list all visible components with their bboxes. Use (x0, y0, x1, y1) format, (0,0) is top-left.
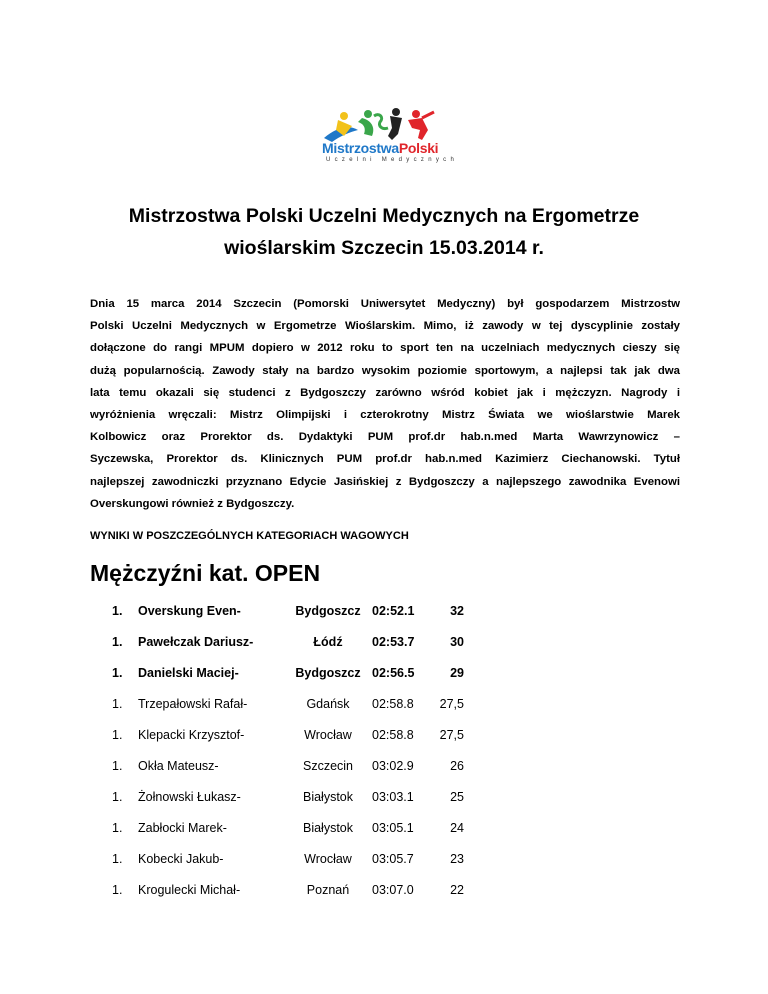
result-time: 03:05.1 (372, 821, 414, 835)
result-points: 27,5 (439, 728, 464, 742)
result-name: Krogulecki Michał- (138, 883, 241, 897)
intro-line: najlepszej zawodniczki przyznano Edycie Jasińskiej z Bydgoszczy a najlepszego zawodnika Evenowi (90, 475, 680, 488)
result-time: 02:56.5 (372, 666, 415, 680)
intro-line: dołączone do rangi MPUM dopiero w 2012 roku to sport ten na uczelniach medycznych cieszy się (90, 342, 680, 355)
result-row (0, 728, 768, 748)
result-time: 03:02.9 (372, 759, 414, 773)
result-number: 1. (112, 728, 123, 742)
result-row (0, 635, 768, 655)
category-title: Mężczyźni kat. OPEN (90, 560, 321, 586)
intro-line: lata temu okazali się studenci z Bydgoszczy zarówno wśród kobiet jak i mężczyzn. Nagrody i (90, 386, 680, 399)
result-time: 03:03.1 (372, 790, 414, 804)
intro-line: Kolbowicz oraz Prorektor ds. Dydaktyki PUM prof.dr hab.n.med Marta Wawrzynowicz – (90, 431, 680, 444)
result-city: Białystok (302, 821, 354, 835)
logo-figure-red-head (412, 110, 420, 118)
result-points: 25 (450, 790, 464, 804)
result-row (0, 697, 768, 717)
result-row (0, 604, 768, 624)
intro-line: Overskungowi również z Bydgoszczy. (90, 497, 295, 510)
result-name: Kobecki Jakub- (138, 852, 224, 866)
result-row (0, 790, 768, 810)
logo-figure-red-arm (422, 112, 434, 118)
title-line-1: Mistrzostwa Polski Uczelni Medycznych na Ergometrze (128, 205, 640, 227)
result-city: Poznań (306, 883, 350, 897)
result-points: 30 (450, 635, 464, 649)
result-number: 1. (112, 852, 123, 866)
logo-figure-dark-head (392, 108, 400, 116)
result-city: Szczecin (302, 759, 354, 773)
result-city: Bydgoszcz (295, 604, 361, 618)
intro-paragraph (90, 293, 680, 515)
logo-figure-red (408, 118, 428, 140)
result-name: Zabłocki Marek- (138, 821, 227, 835)
result-time: 02:53.7 (372, 635, 415, 649)
result-points: 27,5 (439, 697, 464, 711)
result-city: Wrocław (304, 852, 352, 866)
result-row (0, 852, 768, 872)
logo-word-part1: Mistrzostwa (322, 140, 399, 156)
logo-word-part2: Polski (398, 140, 439, 156)
result-city: Łódź (313, 635, 343, 649)
result-row (0, 666, 768, 686)
title-line-2: wioślarskim Szczecin 15.03.2014 r. (224, 237, 544, 259)
result-number: 1. (112, 790, 123, 804)
logo-figure-yellow-head (340, 112, 348, 120)
result-time: 02:58.8 (372, 697, 414, 711)
result-city: Białystok (302, 790, 354, 804)
result-name: Okła Mateusz- (138, 759, 219, 773)
logo-wordmark (322, 140, 438, 156)
intro-line: wyróżnienia wręczali: Mistrz Olimpijski i czterokrotny Mistrz Świata we wioślarstwie Marek (90, 409, 680, 422)
page-title (60, 200, 708, 264)
section-heading: WYNIKI W POSZCZEGÓLNYCH KATEGORIACH WAGOWYCH (90, 530, 409, 542)
result-points: 32 (450, 604, 464, 618)
result-points: 22 (450, 883, 464, 897)
result-time: 02:58.8 (372, 728, 414, 742)
result-number: 1. (112, 604, 123, 618)
result-points: 26 (450, 759, 464, 773)
result-name: Żołnowski Łukasz- (138, 790, 241, 804)
result-number: 1. (112, 883, 123, 897)
result-city: Wrocław (304, 728, 352, 742)
intro-line: dużą popularnością. Zawody stały na bardzo wysokim poziomie sportowym, a najlepsi tak jak dwa (90, 364, 680, 377)
logo-figure-green-head (364, 110, 372, 118)
result-name: Danielski Maciej- (138, 666, 239, 680)
result-city: Bydgoszcz (295, 666, 361, 680)
intro-line: Dnia 15 marca 2014 Szczecin (Pomorski Uniwersytet Medyczny) był gospodarzem Mistrzostw (90, 298, 680, 310)
result-points: 24 (450, 821, 464, 835)
result-number: 1. (112, 759, 123, 773)
result-row (0, 821, 768, 841)
result-number: 1. (112, 666, 123, 680)
logo-figure-green-arm (374, 115, 388, 129)
logo-figure-dark (388, 116, 402, 140)
result-time: 03:05.7 (372, 852, 414, 866)
logo-subtitle: Uczelni Medycznych (326, 157, 459, 163)
result-points: 29 (450, 666, 464, 680)
result-name: Pawełczak Dariusz- (138, 635, 254, 649)
event-logo (318, 106, 459, 168)
result-city: Gdańsk (306, 697, 350, 711)
intro-line: Syczewska, Prorektor ds. Klinicznych PUM prof.dr hab.n.med Kazimierz Ciechanowski. Tytuł (90, 453, 680, 466)
logo-figure-green (358, 118, 373, 136)
result-number: 1. (112, 635, 123, 649)
intro-line: Polski Uczelni Medycznych w Ergometrze Wioślarskim. Mimo, iż zawody w tej dyscyplinie zostały (90, 320, 680, 333)
result-row (0, 883, 768, 903)
result-row (0, 759, 768, 779)
result-number: 1. (112, 821, 123, 835)
result-name: Klepacki Krzysztof- (138, 728, 245, 742)
result-name: Trzepałowski Rafał- (138, 697, 248, 711)
result-name: Overskung Even- (138, 604, 241, 618)
result-time: 03:07.0 (372, 883, 414, 897)
result-points: 23 (450, 852, 464, 866)
result-time: 02:52.1 (372, 604, 415, 618)
result-number: 1. (112, 697, 123, 711)
